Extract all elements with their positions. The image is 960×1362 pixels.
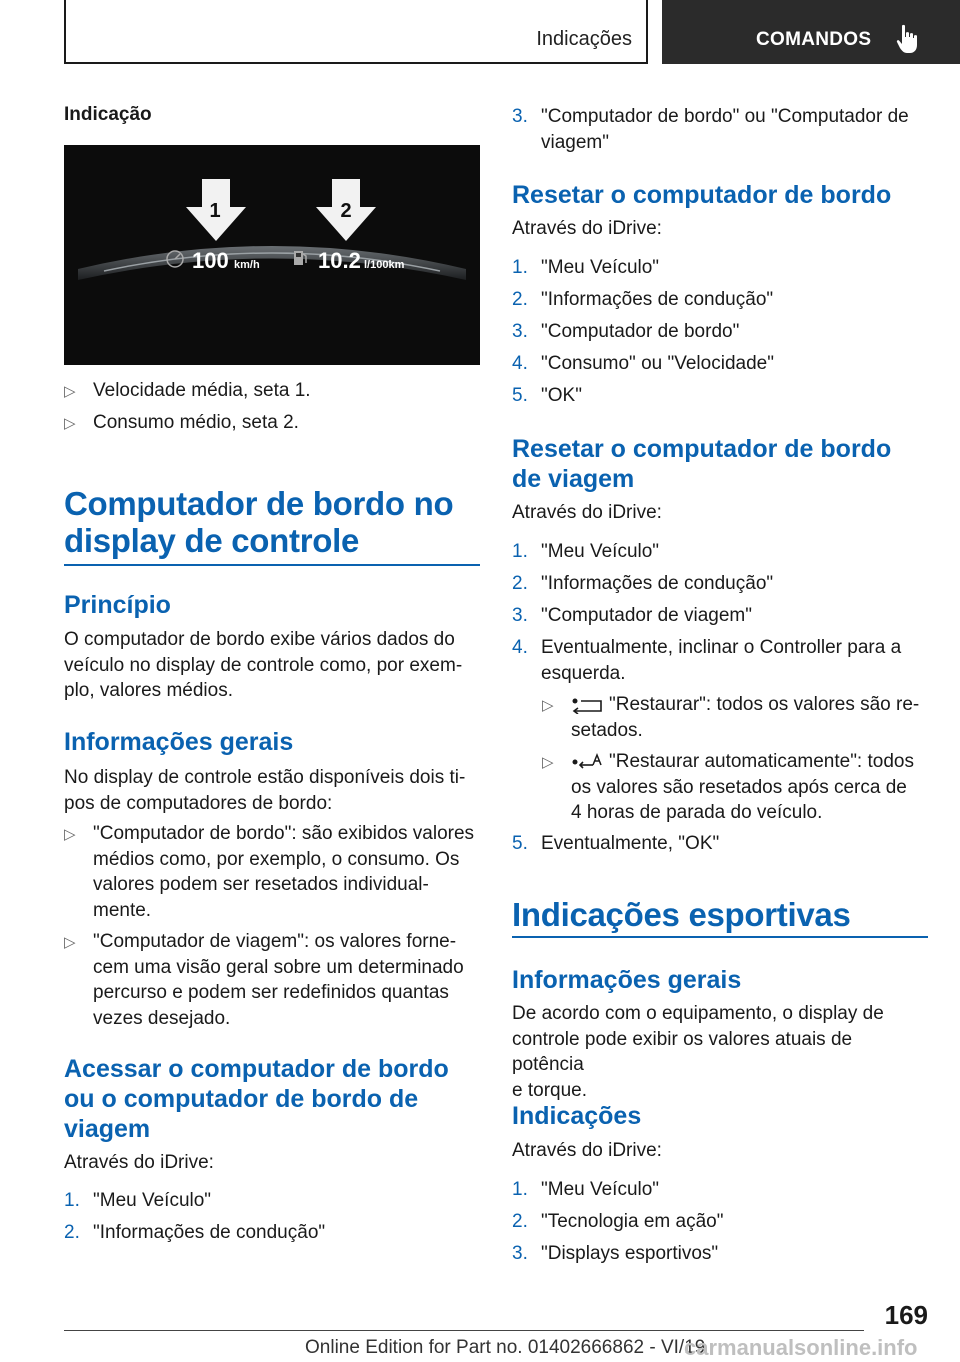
header-section-box — [64, 0, 648, 64]
consumption-value: 10.2 — [318, 248, 361, 273]
section-heading-info-gerais: Informações gerais — [64, 728, 294, 756]
pointing-hand-icon — [896, 24, 920, 54]
arrow-2-number: 2 — [340, 200, 352, 222]
intro-text: Através do iDrive: — [512, 1140, 662, 1161]
footer-rule — [64, 1330, 864, 1331]
auto-reset-icon — [571, 752, 603, 772]
triangle-bullet-icon: ▷ — [64, 826, 76, 843]
paragraph-info-gerais: No display de controle estão disponíveis dois ti- pos de computadores de bordo: — [64, 767, 466, 814]
section-heading-info-gerais-2: Informações gerais — [512, 966, 742, 994]
dashboard-photo — [64, 145, 480, 365]
watermark: carmanualsonline.info — [684, 1335, 918, 1360]
dashboard-illustration — [64, 145, 480, 365]
triangle-bullet-icon: ▷ — [542, 697, 554, 714]
header-chapter-title: COMANDOS — [756, 29, 872, 50]
triangle-bullet-icon: ▷ — [64, 383, 76, 400]
edition-text: Online Edition for Part no. 01402666862 - VI/19 — [305, 1337, 706, 1358]
indication-label: Indicação — [64, 104, 152, 125]
page-number: 169 — [884, 1300, 928, 1330]
chapter-heading-esportivas: Indicações esportivas — [512, 896, 851, 933]
section-heading-principio: Princípio — [64, 591, 171, 619]
section-heading-indicacoes: Indicações — [512, 1102, 642, 1130]
heading-rule — [64, 564, 480, 566]
paragraph-esportivas: De acordo com o equipamento, o display de controle pode exibir os valores atuais de potência e torque. — [512, 1003, 884, 1101]
heading-rule — [512, 936, 928, 938]
triangle-bullet-icon: ▷ — [64, 415, 76, 432]
paragraph-principio: O computador de bordo exibe vários dados do veículo no display de controle como, por exem- plo, valores médios. — [64, 629, 463, 701]
speed-value: 100 — [192, 248, 229, 273]
intro-text: Através do iDrive: — [64, 1152, 214, 1173]
header-chapter-tab — [662, 0, 960, 64]
triangle-bullet-icon: ▷ — [64, 934, 76, 951]
header-section-title: Indicações — [536, 28, 632, 50]
consumption-unit: l/100km — [364, 259, 405, 271]
intro-text: Através do iDrive: — [512, 502, 662, 523]
reset-icon — [571, 696, 603, 714]
section-heading-reset-viagem: Resetar o computador de bordo de viagem — [512, 435, 892, 493]
chapter-heading: Computador de bordo no display de controle — [64, 485, 454, 559]
intro-text: Através do iDrive: — [512, 218, 662, 239]
triangle-bullet-icon: ▷ — [542, 754, 554, 771]
section-heading-acessar: Acessar o computador de bordo ou o computador de bordo de viagem — [64, 1055, 449, 1143]
section-heading-reset-bordo: Resetar o computador de bordo — [512, 181, 892, 209]
arrow-1-number: 1 — [209, 200, 221, 222]
speed-unit: km/h — [234, 259, 260, 271]
